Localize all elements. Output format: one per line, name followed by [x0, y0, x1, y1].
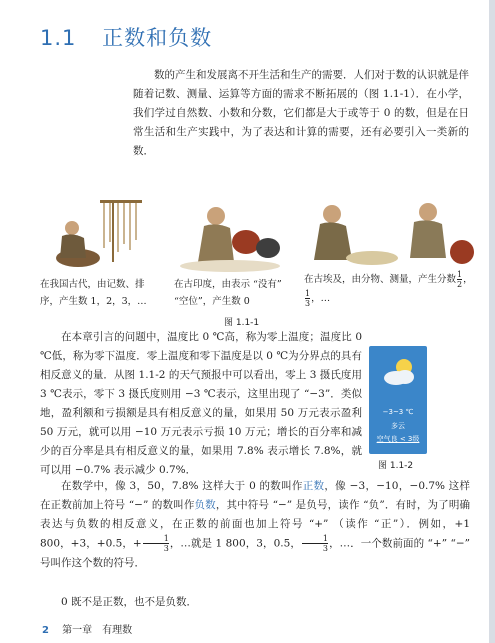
weather-forecast-card — [369, 346, 427, 454]
fraction-denominator: 2 — [457, 280, 463, 289]
temperature-paragraph: 在本章引言的问题中，温度比 0 ℃高，称为零上温度；温度比 0 ℃低，称为零下温度．零上温度和零下温度是以 0 ℃为分界点的具有相反意义的量．从图 1.1-2 的天气预报中可以看出，零上 3 摄氏度用 3 ℃表示，零下 3 摄氏度则用 −3 ℃表示，这里出现了 “−3”．类似地，盈利额和亏损额是具有相反意义的量，如果用 50 万元表示盈利 50 万元，就可以用 −10 万元表示亏损 10 万元；增长的百分率和减少的百分率是具有相反意义的量，如果用 7.8% 表示增长 7.8%，就可以用 −0.7% 表示减少 0.7%． — [40, 331, 362, 476]
figure-1-1 — [40, 196, 480, 306]
definition-text-5: ，…．一个数前面的 “+” “−” 号叫作这个数的符号． — [40, 537, 470, 569]
page-footer — [42, 621, 132, 636]
intro-paragraph: 数的产生和发展离不开生活和生产的需要．人们对于数的认识就是伴随着记数、测量、运算等方面的需求不断拓展的（图 1.1-1）．在小学，我们学过自然数、小数和分数，它们都是大于或等于 0 的数，但是在日常生活和生产实践中，为了表达和计算的需要，还有必要引入一类新的数． — [133, 69, 469, 157]
fraction-denominator: 3 — [143, 543, 169, 553]
fraction-one-third — [302, 534, 328, 553]
term-negative-number: 负数 — [194, 499, 216, 511]
ancient-china-illustration — [40, 196, 170, 276]
fraction-numerator: 1 — [457, 270, 463, 279]
fraction-one-third — [305, 289, 310, 308]
caption-egypt-prefix: 在古埃及，由分物、测量，产生分数 — [304, 274, 457, 285]
fraction-one-third — [143, 534, 169, 553]
figure-1-1-label: 图 1.1-1 — [224, 318, 260, 328]
term-positive-number: 正数 — [302, 480, 325, 492]
fraction-numerator: 1 — [322, 534, 328, 543]
section-number: 1.1 — [40, 26, 77, 50]
definition-text-3: ，其中符号 “−” 是负号，读作 “负”．有时，为了明确表达与负数的相反意义，在正数的前面也加上符号 “+” （读作 “正”）．例如，+1 800，+3，+0.5，+ — [40, 499, 470, 550]
ancient-india-illustration — [170, 196, 300, 276]
fraction-denominator: 3 — [302, 543, 328, 553]
chapter-label: 第一章 有理数 — [62, 625, 133, 636]
fraction-one-half — [457, 270, 462, 289]
fraction-denominator: 3 — [305, 299, 311, 308]
weather-condition: 多云 — [391, 422, 405, 430]
section-title — [40, 22, 212, 52]
section-title-text: 正数和负数 — [102, 26, 213, 50]
figure-1-1-2-label: 图 1.1-2 — [378, 461, 414, 471]
ancient-egypt-illustration — [302, 196, 478, 276]
definition-paragraph — [40, 477, 470, 573]
cloudy-sun-icon — [378, 356, 418, 388]
fraction-numerator: 1 — [163, 534, 169, 543]
fraction-numerator: 1 — [305, 289, 311, 298]
weather-temperature: −3~3 ℃ — [382, 408, 414, 416]
caption-ancient-china: 在我国古代，由记数、排序，产生数 1，2，3，… — [40, 279, 147, 307]
caption-egypt-suffix: ，… — [311, 293, 331, 304]
page-number: 2 — [42, 625, 49, 636]
definition-text-2: ，像 −3，−10，−0.7% 这样在正数前加上符号 “−” 的数叫作 — [40, 480, 470, 511]
caption-ancient-egypt: 在古埃及，由分物、测量，产生分数 $\frac{1}{2}$ ， $\frac{1}{3}$ ，… — [304, 270, 473, 308]
definition-text-1: 在数学中，像 3，50，7.8% 这样大于 0 的数叫作 — [61, 480, 303, 492]
caption-ancient-india: 在古印度，由表示 “没有” “空位”，产生数 0 — [174, 279, 282, 307]
zero-statement: 0 既不是正数，也不是负数． — [61, 596, 198, 608]
weather-air-quality: 空气良 < 3级 — [376, 435, 420, 443]
definition-text-4: ，…就是 1 800，3，0.5， — [169, 537, 301, 550]
page-gutter — [489, 0, 495, 643]
